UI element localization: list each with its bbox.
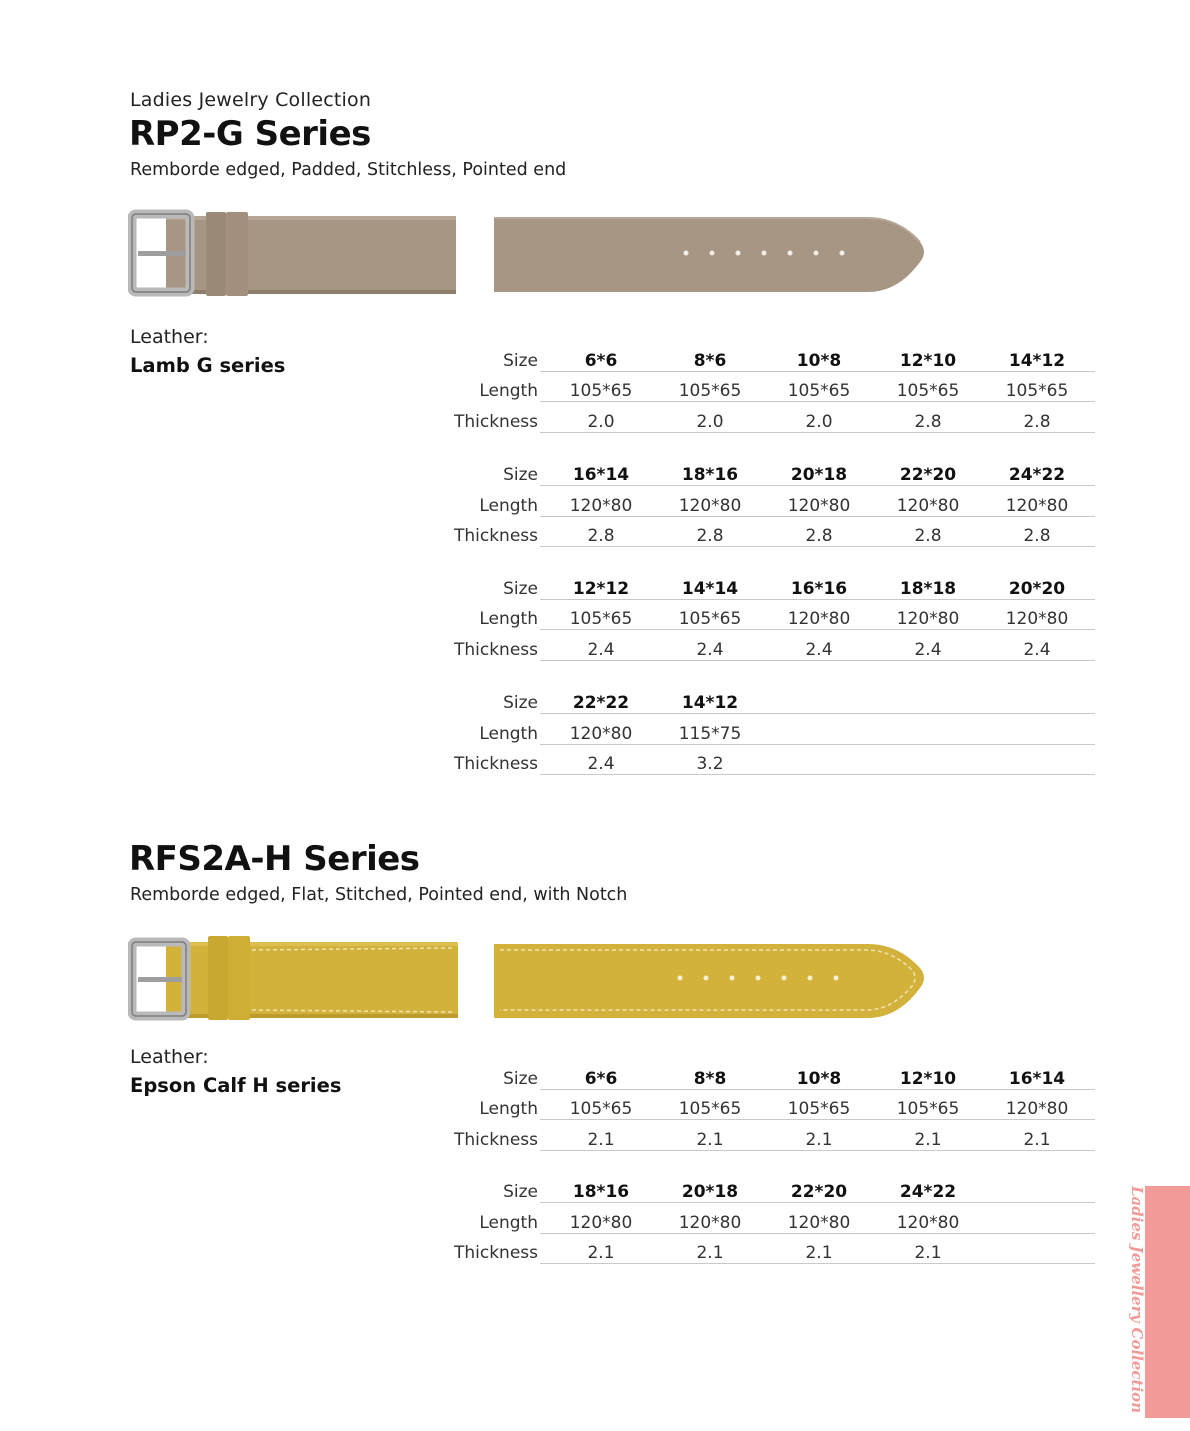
size-cell: 8*6 xyxy=(693,350,727,371)
size-row xyxy=(450,1059,1095,1090)
thickness-cell: 2.1 xyxy=(696,1243,724,1263)
thickness-cell: 2.8 xyxy=(914,411,942,432)
length-row-label: Length xyxy=(479,723,538,744)
thickness-cell: 2.8 xyxy=(587,526,615,546)
size-cell: 20*18 xyxy=(681,1182,739,1202)
length-cell: 105*65 xyxy=(787,381,851,401)
length-cell: 120*80 xyxy=(896,1212,960,1233)
thickness-cell: 2.8 xyxy=(696,526,724,546)
length-cell: 105*65 xyxy=(678,1099,742,1119)
thickness-cell: 2.1 xyxy=(914,1129,942,1150)
size-row-label: Size xyxy=(503,1182,538,1202)
length-cell: 105*65 xyxy=(569,1099,633,1119)
thickness-cell: 2.4 xyxy=(696,639,724,660)
thickness-row xyxy=(450,1120,1095,1151)
size-cell: 22*20 xyxy=(790,1182,848,1202)
size-group xyxy=(450,569,1095,661)
thickness-row xyxy=(450,630,1095,661)
side-tab-label: Ladies Jewellery Collection xyxy=(1128,1186,1146,1414)
thickness-cell: 2.8 xyxy=(1023,526,1051,546)
length-cell: 120*80 xyxy=(1005,609,1069,629)
length-row-label: Length xyxy=(479,1099,538,1119)
thickness-row-label: Thickness xyxy=(453,1129,538,1150)
thickness-row-label: Thickness xyxy=(453,411,538,432)
size-cell: 6*6 xyxy=(584,1068,618,1089)
length-cell: 120*80 xyxy=(896,495,960,516)
length-row xyxy=(450,486,1095,517)
leather-label: Leather: xyxy=(130,1046,209,1068)
length-cell: 120*80 xyxy=(569,723,633,744)
thickness-cell: 2.1 xyxy=(587,1243,615,1263)
row-divider xyxy=(540,774,1095,775)
size-cell: 16*14 xyxy=(1008,1068,1066,1089)
length-cell: 105*65 xyxy=(896,1099,960,1119)
length-cell: 105*65 xyxy=(1005,381,1069,401)
size-cell: 14*12 xyxy=(681,693,739,713)
length-cell: 120*80 xyxy=(896,609,960,629)
thickness-cell: 2.8 xyxy=(805,526,833,546)
thickness-cell: 2.4 xyxy=(1023,639,1051,660)
size-cell: 24*22 xyxy=(1008,465,1066,485)
thickness-cell: 2.8 xyxy=(1023,411,1051,432)
size-cell: 12*10 xyxy=(899,350,957,371)
thickness-row xyxy=(450,1234,1095,1265)
thickness-cell: 2.4 xyxy=(587,639,615,660)
row-divider xyxy=(540,432,1095,433)
thickness-cell: 2.0 xyxy=(805,411,833,432)
size-row xyxy=(450,569,1095,600)
leather-name: Epson Calf H series xyxy=(130,1074,342,1097)
length-row-label: Length xyxy=(479,1212,538,1233)
row-divider xyxy=(540,1263,1095,1264)
size-cell: 16*16 xyxy=(790,578,848,599)
size-row-label: Size xyxy=(503,578,538,599)
size-cell: 22*20 xyxy=(899,465,957,485)
length-cell: 120*80 xyxy=(787,495,851,516)
length-cell: 105*65 xyxy=(787,1099,851,1119)
size-group xyxy=(450,684,1095,776)
length-cell: 105*65 xyxy=(678,381,742,401)
size-cell: 20*18 xyxy=(790,465,848,485)
length-cell: 105*65 xyxy=(896,381,960,401)
size-cell: 20*20 xyxy=(1008,578,1066,599)
length-cell: 115*75 xyxy=(678,723,742,744)
size-row xyxy=(450,684,1095,715)
length-cell: 120*80 xyxy=(787,1212,851,1233)
thickness-cell: 3.2 xyxy=(696,754,724,774)
leather-name: Lamb G series xyxy=(130,354,286,377)
length-row xyxy=(450,714,1095,745)
collection-heading: Ladies Jewelry Collection xyxy=(130,89,372,111)
series-subtitle: Remborde edged, Padded, Stitchless, Pointed end xyxy=(130,160,567,180)
size-table xyxy=(450,319,1095,775)
size-cell: 16*14 xyxy=(572,465,630,485)
thickness-row-label: Thickness xyxy=(453,754,538,774)
thickness-cell: 2.4 xyxy=(587,754,615,774)
series-title: RP2-G Series xyxy=(129,114,371,154)
size-row-label: Size xyxy=(503,465,538,485)
strap-image-taupe xyxy=(128,208,928,298)
thickness-row-label: Thickness xyxy=(453,639,538,660)
size-row-label: Size xyxy=(503,1068,538,1089)
row-divider xyxy=(540,546,1095,547)
size-cell: 8*8 xyxy=(693,1068,727,1089)
size-group xyxy=(450,456,1095,548)
size-cell: 22*22 xyxy=(572,693,630,713)
leather-label: Leather: xyxy=(130,326,209,348)
length-row-label: Length xyxy=(479,495,538,516)
side-tab xyxy=(1145,1186,1190,1418)
thickness-row-label: Thickness xyxy=(453,526,538,546)
length-row xyxy=(450,1090,1095,1121)
thickness-row-label: Thickness xyxy=(453,1243,538,1263)
strap-image-yellow xyxy=(128,934,928,1024)
row-divider xyxy=(540,660,1095,661)
thickness-cell: 2.1 xyxy=(805,1129,833,1150)
length-cell: 120*80 xyxy=(1005,1099,1069,1119)
thickness-cell: 2.4 xyxy=(805,639,833,660)
size-cell: 12*10 xyxy=(899,1068,957,1089)
size-cell: 6*6 xyxy=(584,350,618,371)
size-cell: 12*12 xyxy=(572,578,630,599)
size-row-label: Size xyxy=(503,693,538,713)
size-group xyxy=(450,1173,1095,1265)
size-cell: 14*12 xyxy=(1008,350,1066,371)
length-cell: 120*80 xyxy=(1005,495,1069,516)
length-row xyxy=(450,1203,1095,1234)
length-row xyxy=(450,372,1095,403)
size-row-label: Size xyxy=(503,350,538,371)
length-cell: 105*65 xyxy=(569,381,633,401)
length-row-label: Length xyxy=(479,381,538,401)
thickness-cell: 2.0 xyxy=(587,411,615,432)
thickness-cell: 2.1 xyxy=(587,1129,615,1150)
thickness-cell: 2.1 xyxy=(1023,1129,1051,1150)
size-group xyxy=(450,1059,1095,1151)
length-cell: 120*80 xyxy=(678,1212,742,1233)
size-cell: 10*8 xyxy=(796,350,842,371)
thickness-row xyxy=(450,517,1095,548)
series-subtitle: Remborde edged, Flat, Stitched, Pointed end, with Notch xyxy=(130,885,628,905)
length-cell: 105*65 xyxy=(678,609,742,629)
thickness-row xyxy=(450,745,1095,776)
thickness-cell: 2.4 xyxy=(914,639,942,660)
size-cell: 10*8 xyxy=(796,1068,842,1089)
size-row xyxy=(450,1173,1095,1204)
length-cell: 120*80 xyxy=(569,495,633,516)
thickness-cell: 2.8 xyxy=(914,526,942,546)
size-row xyxy=(450,341,1095,372)
size-cell: 18*18 xyxy=(899,578,957,599)
size-cell: 18*16 xyxy=(572,1182,630,1202)
size-row xyxy=(450,456,1095,487)
series-title: RFS2A-H Series xyxy=(129,839,420,879)
length-cell: 120*80 xyxy=(569,1212,633,1233)
thickness-cell: 2.1 xyxy=(696,1129,724,1150)
thickness-row xyxy=(450,402,1095,433)
thickness-cell: 2.1 xyxy=(805,1243,833,1263)
length-row-label: Length xyxy=(479,609,538,629)
length-cell: 105*65 xyxy=(569,609,633,629)
size-group xyxy=(450,341,1095,433)
size-table xyxy=(450,1037,1095,1264)
row-divider xyxy=(540,1150,1095,1151)
length-row xyxy=(450,600,1095,631)
length-cell: 120*80 xyxy=(678,495,742,516)
thickness-cell: 2.0 xyxy=(696,411,724,432)
thickness-cell: 2.1 xyxy=(914,1243,942,1263)
size-cell: 24*22 xyxy=(899,1182,957,1202)
length-cell: 120*80 xyxy=(787,609,851,629)
size-cell: 18*16 xyxy=(681,465,739,485)
size-cell: 14*14 xyxy=(681,578,739,599)
